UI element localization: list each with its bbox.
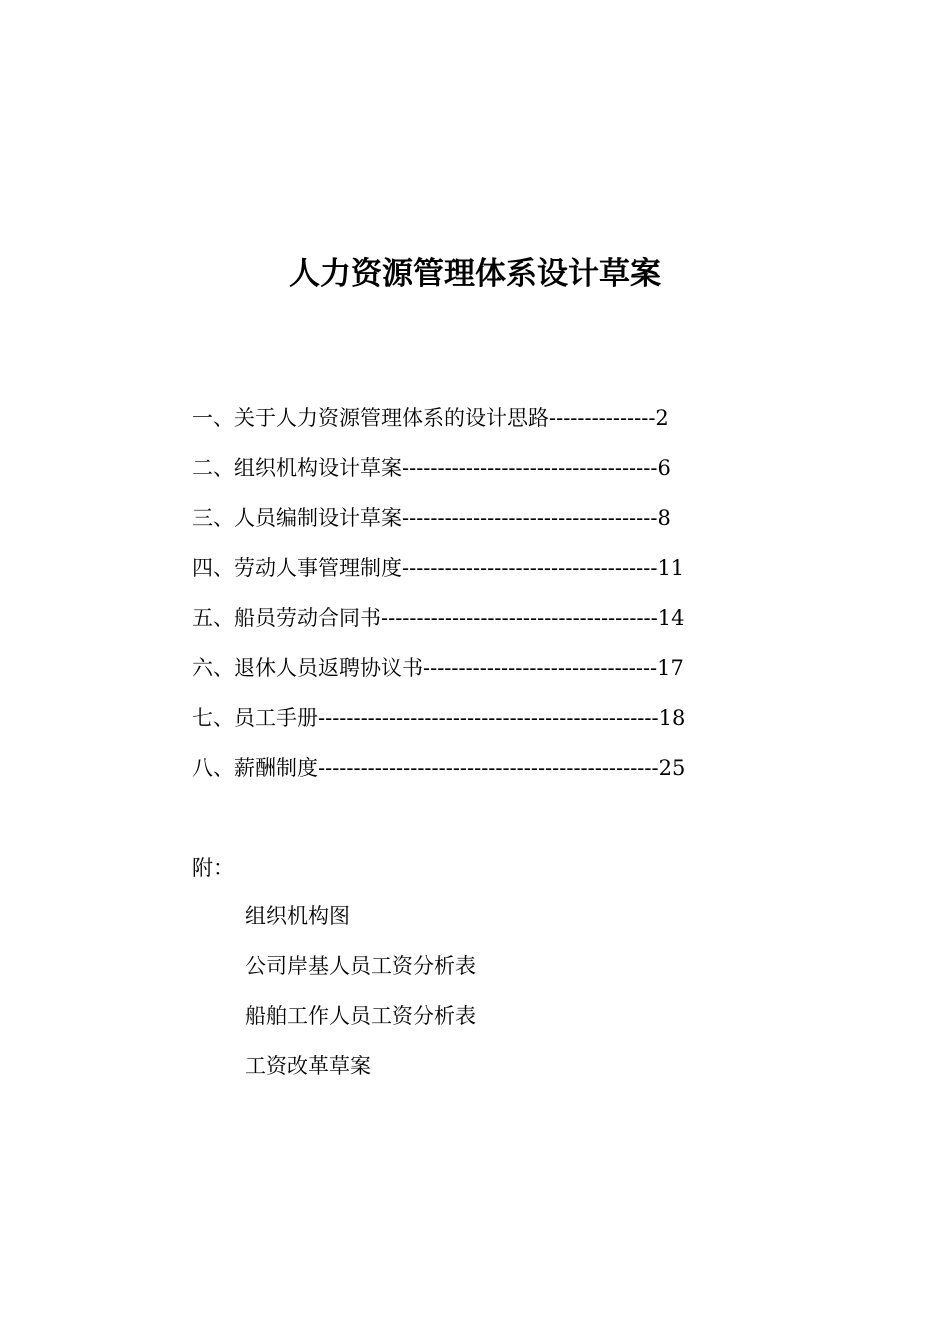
toc-entry-4: 四、劳动人事管理制度------------------------------------11 (192, 556, 685, 580)
appendix-item-shore-salary: 公司岸基人员工资分析表 (245, 954, 476, 978)
appendix-list (245, 896, 476, 1096)
toc-entry-3: 三、人员编制设计草案------------------------------------8 (192, 506, 671, 530)
appendix-item-ship-salary: 船舶工作人员工资分析表 (245, 1004, 476, 1028)
toc-entry-2: 二、组织机构设计草案------------------------------------6 (192, 456, 671, 480)
toc-entry-8: 八、薪酬制度------------------------------------------------25 (192, 756, 686, 780)
toc-entry-6: 六、退休人员返聘协议书---------------------------------17 (192, 656, 684, 680)
table-of-contents (192, 398, 752, 798)
document-title: 人力资源管理体系设计草案 (289, 256, 661, 292)
toc-entry-1: 一、关于人力资源管理体系的设计思路---------------2 (192, 406, 669, 430)
appendix-item-salary-reform: 工资改革草案 (245, 1054, 371, 1078)
toc-entry-7: 七、员工手册------------------------------------------------18 (192, 706, 686, 730)
appendix-item-org-chart: 组织机构图 (245, 904, 350, 928)
appendix-label: 附： (192, 856, 234, 880)
toc-entry-5: 五、船员劳动合同书---------------------------------------14 (192, 606, 685, 630)
